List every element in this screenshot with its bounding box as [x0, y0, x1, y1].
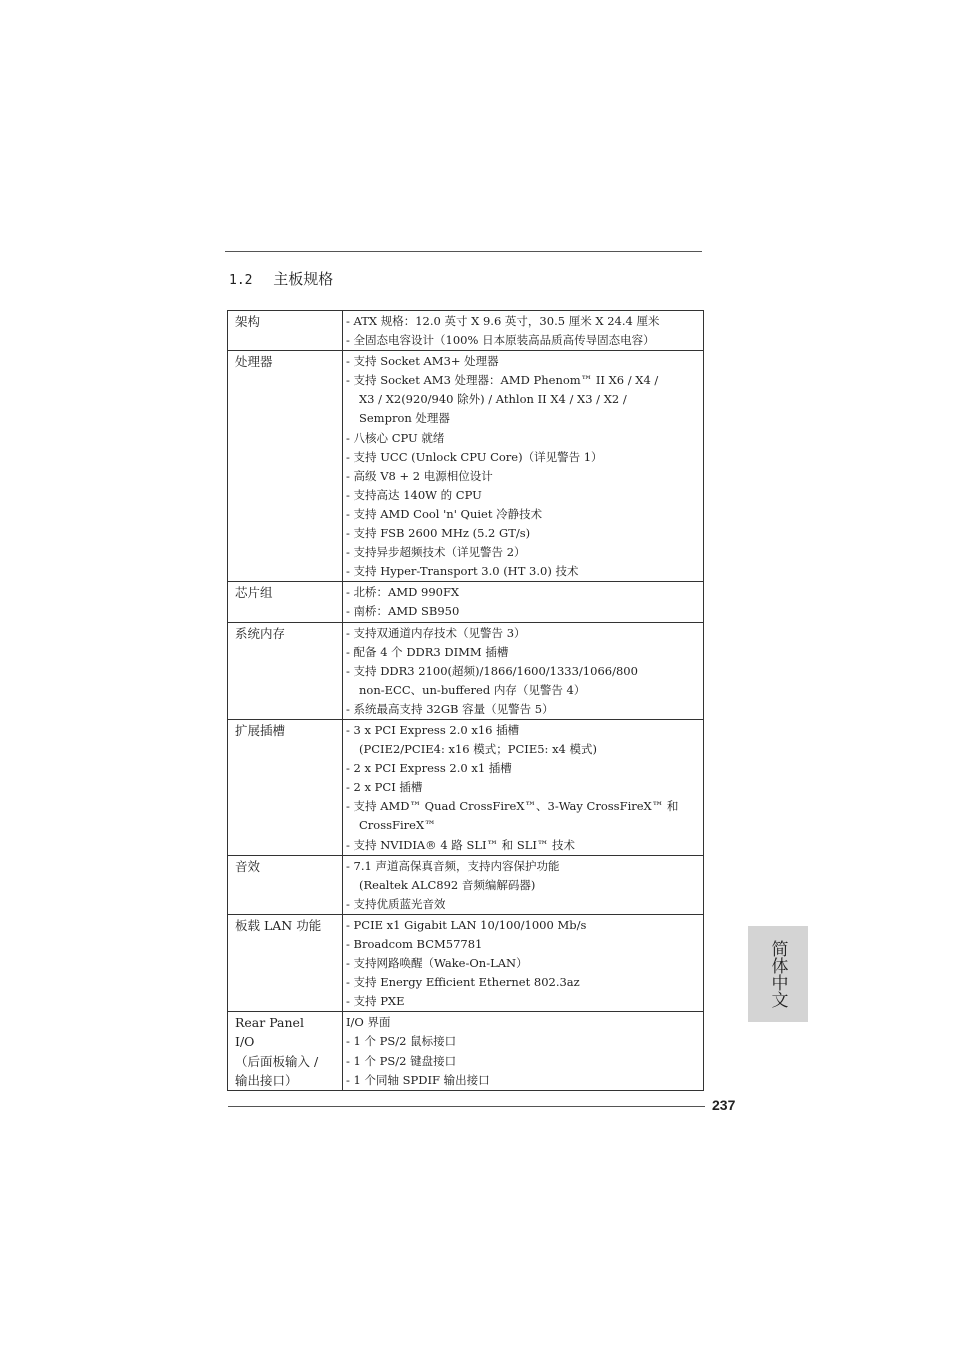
spec-value	[343, 311, 704, 351]
spec-value-line: - 配备 4 个 DDR3 DIMM 插槽	[346, 644, 509, 659]
spec-label	[228, 719, 343, 855]
spec-value-line: - 八核心 CPU 就绪	[346, 430, 445, 445]
spec-value-line: - 支持 AMD Cool 'n' Quiet 冷静技术	[346, 506, 543, 521]
spec-value-line: - Broadcom BCM57781	[346, 937, 483, 951]
section-number: 1.2	[229, 273, 253, 288]
spec-label-line: 架构	[235, 314, 261, 329]
top-rule	[225, 251, 702, 252]
spec-label	[228, 311, 343, 351]
spec-value-line: X3 / X2(920/940 除外) / Athlon II X4 / X3 / X2 /	[359, 392, 627, 407]
spec-value-line: - 支持双通道内存技术（见警告 3）	[346, 625, 526, 640]
spec-value	[343, 914, 704, 1011]
spec-value-line: - 全固态电容设计（100% 日本原装高品质高传导固态电容）	[346, 333, 655, 348]
spec-value-line: - 支持优质蓝光音效	[346, 896, 446, 911]
spec-label-line: 板载 LAN 功能	[235, 917, 322, 933]
spec-label	[228, 351, 343, 582]
spec-value	[343, 622, 704, 719]
spec-table	[227, 310, 704, 1091]
spec-value-line: - 北桥：AMD 990FX	[346, 585, 460, 600]
spec-row	[228, 719, 704, 855]
spec-row	[228, 914, 704, 1011]
spec-value-line: - 3 x PCI Express 2.0 x16 插槽	[346, 722, 520, 737]
spec-label-line: 音效	[235, 858, 261, 874]
spec-label-line: （后面板输入 /	[235, 1053, 319, 1069]
spec-label	[228, 855, 343, 914]
spec-value-line: Sempron 处理器	[359, 411, 450, 426]
spec-label-line: 扩展插槽	[235, 722, 286, 738]
spec-value-line: - 支持 AMD™ Quad CrossFireX™、3-Way CrossFireX™ 和	[346, 799, 679, 814]
spec-value-line: CrossFireX™	[359, 818, 436, 833]
spec-value-line: - ATX 规格：12.0 英寸 X 9.6 英寸，30.5 厘米 X 24.4 厘米	[346, 314, 660, 328]
spec-value-line: (Realtek ALC892 音频编解码器)	[359, 877, 536, 892]
spec-value-line: - 高级 V8 + 2 电源相位设计	[346, 468, 493, 483]
spec-row	[228, 855, 704, 914]
spec-value-line: - 支持异步超频技术（详见警告 2）	[346, 545, 526, 560]
spec-value-line: non-ECC、un-buffered 内存（见警告 4）	[359, 682, 586, 697]
spec-value-line: - 支持 PXE	[346, 994, 405, 1009]
spec-value-line: - 支持网路唤醒（Wake-On-LAN）	[346, 956, 528, 971]
spec-row	[228, 582, 704, 622]
spec-value-line: - 支持 FSB 2600 MHz (5.2 GT/s)	[346, 526, 531, 541]
spec-label-line: Rear Panel	[235, 1015, 304, 1031]
spec-value	[343, 855, 704, 914]
spec-label	[228, 622, 343, 719]
spec-value-line: (PCIE2/PCIE4: x16 模式；PCIE5: x4 模式)	[359, 742, 598, 757]
spec-row	[228, 351, 704, 582]
spec-value-line: - 支持 Socket AM3+ 处理器	[346, 354, 499, 369]
spec-value	[343, 351, 704, 582]
spec-label-line: 处理器	[235, 354, 273, 370]
spec-label-line: I/O	[235, 1034, 255, 1050]
spec-row	[228, 311, 704, 351]
section-heading	[229, 268, 333, 289]
section-title: 主板规格	[273, 270, 334, 288]
spec-value-line: - 支持 Socket AM3 处理器：AMD Phenom™ II X6 / X4 /	[346, 373, 659, 388]
spec-label-line: 芯片组	[235, 585, 273, 601]
spec-value-line: - 2 x PCI 插槽	[346, 780, 423, 795]
language-tab	[748, 926, 808, 1022]
spec-value-line: - 支持 Energy Efficient Ethernet 802.3az	[346, 975, 580, 990]
page-number: 237	[712, 1097, 736, 1113]
spec-value-line: - 1 个 PS/2 鼠标接口	[346, 1034, 457, 1049]
spec-value-line: - 支持高达 140W 的 CPU	[346, 487, 482, 502]
spec-value-line: - 1 个同轴 SPDIF 输出接口	[346, 1072, 490, 1087]
spec-label-line: 系统内存	[235, 625, 286, 641]
spec-label	[228, 582, 343, 622]
spec-value-line: - 支持 NVIDIA® 4 路 SLI™ 和 SLI™ 技术	[346, 837, 576, 852]
spec-row	[228, 1012, 704, 1090]
spec-value-line: - 支持 DDR3 2100(超频)/1866/1600/1333/1066/800	[346, 663, 638, 678]
language-tab-label: 简体中文	[767, 940, 788, 1008]
spec-value	[343, 1012, 704, 1090]
spec-value-line: - 2 x PCI Express 2.0 x1 插槽	[346, 761, 512, 776]
spec-label	[228, 1012, 343, 1090]
bottom-rule	[228, 1106, 705, 1107]
spec-value	[343, 719, 704, 855]
spec-value-line: - PCIE x1 Gigabit LAN 10/100/1000 Mb/s	[346, 917, 587, 932]
spec-row	[228, 622, 704, 719]
spec-value-line: - 系统最高支持 32GB 容量（见警告 5）	[346, 701, 554, 716]
spec-label-line: 输出接口）	[235, 1072, 298, 1088]
spec-value-line: - 支持 Hyper-Transport 3.0 (HT 3.0) 技术	[346, 564, 579, 579]
spec-value-line: I/O 界面	[346, 1015, 391, 1030]
spec-value-line: - 南桥：AMD SB950	[346, 604, 460, 619]
spec-label	[228, 914, 343, 1011]
spec-value	[343, 582, 704, 622]
spec-value-line: - 7.1 声道高保真音频，支持内容保护功能	[346, 858, 560, 873]
spec-value-line: - 支持 UCC (Unlock CPU Core)（详见警告 1）	[346, 449, 603, 464]
spec-value-line: - 1 个 PS/2 键盘接口	[346, 1053, 457, 1068]
